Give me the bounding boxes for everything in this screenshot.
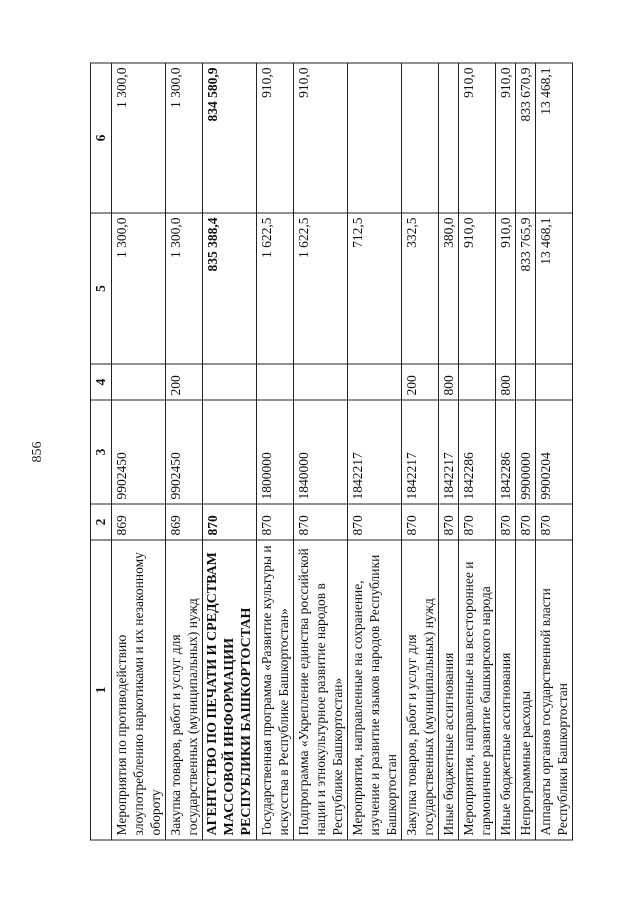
row-name: Закупка товаров, работ и услуг для государственных (муниципальных) нужд [402, 540, 439, 840]
row-name: Иные бюджетные ассигнования [439, 540, 459, 840]
row-target-code [203, 400, 257, 504]
row-name: Мероприятия по противодействию злоупотреблению наркотиками и их незаконному обороту [112, 540, 166, 840]
table-row [402, 63, 439, 840]
table-row [294, 63, 348, 840]
row-amount-1: 1 622,5 [257, 213, 294, 364]
row-expense-type: 800 [496, 364, 516, 400]
header-col-6: 6 [91, 63, 112, 213]
row-expense-type [536, 364, 573, 400]
row-target-code: 1842217 [402, 400, 439, 504]
row-ministry-code: 870 [402, 504, 439, 540]
row-amount-2 [348, 63, 402, 213]
table-row [203, 63, 257, 840]
header-col-2: 2 [91, 504, 112, 540]
row-amount-2: 1 300,0 [166, 63, 203, 213]
row-amount-2 [402, 63, 439, 213]
row-amount-2: 1 300,0 [112, 63, 166, 213]
row-amount-1: 380,0 [439, 213, 459, 364]
row-expense-type [203, 364, 257, 400]
row-target-code: 9900204 [536, 400, 573, 504]
row-amount-1: 910,0 [496, 213, 516, 364]
row-expense-type [516, 364, 536, 400]
row-ministry-code: 869 [166, 504, 203, 540]
row-name: Аппараты органов государственной власти Республики Башкортостан [536, 540, 573, 840]
table-row [257, 63, 294, 840]
row-ministry-code: 870 [294, 504, 348, 540]
header-col-4: 4 [91, 364, 112, 400]
table-header-row [91, 63, 112, 840]
page-number: 856 [30, 441, 45, 463]
row-name: Закупка товаров, работ и услуг для государственных (муниципальных) нужд [166, 540, 203, 840]
row-amount-1: 1 622,5 [294, 213, 348, 364]
row-amount-1: 833 765,9 [516, 213, 536, 364]
row-target-code: 1842286 [496, 400, 516, 504]
row-amount-2: 910,0 [294, 63, 348, 213]
header-col-1: 1 [91, 540, 112, 840]
row-amount-2: 910,0 [459, 63, 496, 213]
header-col-5: 5 [91, 213, 112, 364]
row-target-code: 9900000 [516, 400, 536, 504]
row-ministry-code: 870 [348, 504, 402, 540]
row-amount-2: 13 468,1 [536, 63, 573, 213]
row-amount-1: 1 300,0 [166, 213, 203, 364]
row-name: Государственная программа «Развитие культуры и искусства в Республике Башкортостан» [257, 540, 294, 840]
row-name: АГЕНТСТВО ПО ПЕЧАТИ И СРЕДСТВАМ МАССОВОЙ ИНФОРМАЦИИ РЕСПУБЛИКИ БАШКОРТОСТАН [203, 540, 257, 840]
table-row [536, 63, 573, 840]
row-name: Непрограммные расходы [516, 540, 536, 840]
row-target-code: 9902450 [166, 400, 203, 504]
row-ministry-code: 869 [112, 504, 166, 540]
row-ministry-code: 870 [257, 504, 294, 540]
row-expense-type [294, 364, 348, 400]
row-target-code: 1840000 [294, 400, 348, 504]
row-target-code: 1800000 [257, 400, 294, 504]
row-expense-type: 200 [402, 364, 439, 400]
row-name: Иные бюджетные ассигнования [496, 540, 516, 840]
row-amount-1: 835 388,4 [203, 213, 257, 364]
table-row [166, 63, 203, 840]
row-ministry-code: 870 [203, 504, 257, 540]
row-target-code: 1842217 [439, 400, 459, 504]
row-ministry-code: 870 [536, 504, 573, 540]
row-name: Мероприятия, направленные на всестороннее и гармоничное развитие башкирского народа [459, 540, 496, 840]
row-expense-type: 800 [439, 364, 459, 400]
row-amount-1: 13 468,1 [536, 213, 573, 364]
row-amount-1: 332,5 [402, 213, 439, 364]
budget-table [90, 63, 573, 841]
row-amount-1: 910,0 [459, 213, 496, 364]
row-expense-type [459, 364, 496, 400]
row-name: Мероприятия, направленные на сохранение, изучение и развитие языков народов Республики Башкортостан [348, 540, 402, 840]
row-amount-2: 910,0 [257, 63, 294, 213]
row-expense-type [348, 364, 402, 400]
table-row [496, 63, 516, 840]
row-ministry-code: 870 [439, 504, 459, 540]
row-amount-2: 833 670,9 [516, 63, 536, 213]
row-target-code: 1842286 [459, 400, 496, 504]
row-expense-type [257, 364, 294, 400]
table-row [516, 63, 536, 840]
rotated-table-container [90, 64, 570, 841]
header-col-3: 3 [91, 400, 112, 504]
row-ministry-code: 870 [496, 504, 516, 540]
row-amount-1: 1 300,0 [112, 213, 166, 364]
row-target-code: 1842217 [348, 400, 402, 504]
table-row [459, 63, 496, 840]
row-expense-type: 200 [166, 364, 203, 400]
row-amount-2: 834 580,9 [203, 63, 257, 213]
row-amount-1: 712,5 [348, 213, 402, 364]
table-row [439, 63, 459, 840]
row-amount-2: 910,0 [496, 63, 516, 213]
row-ministry-code: 870 [459, 504, 496, 540]
row-name: Подпрограмма «Укрепление единства российской нации и этнокультурное развитие народов в Республике Башкортостан» [294, 540, 348, 840]
row-amount-2 [439, 63, 459, 213]
row-target-code: 9902450 [112, 400, 166, 504]
row-expense-type [112, 364, 166, 400]
row-ministry-code: 870 [516, 504, 536, 540]
table-row [112, 63, 166, 840]
table-row [348, 63, 402, 840]
